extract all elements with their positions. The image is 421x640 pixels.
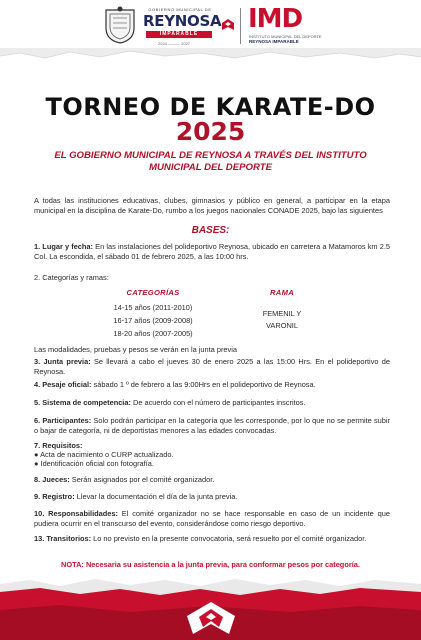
base-4-weigh-in — [34, 380, 390, 390]
intro-paragraph: A todas las instituciones educativas, clubes, gimnasios y público en general, a participar en la etapa municipal en la disciplina de Karate-Do, rumbo a los juegos nacionales CONADE 2025, bajo las siguientes — [34, 196, 390, 215]
eagle-emblem-icon — [183, 596, 239, 638]
reynosa-wordmark: REYNOSA — [143, 12, 222, 30]
base-10-text: El comité organizador no se hace responsable en caso de un incidente que pudiera ocurrir en el transcurso del evento, considerándose como riesgo deportivo. — [34, 509, 390, 528]
header — [0, 0, 421, 52]
branch-heading: RAMA — [270, 288, 294, 297]
coat-of-arms-icon — [103, 6, 137, 44]
base-13-transitory — [34, 534, 390, 544]
note-text: NOTA: Necesaria su asistencia a la junta previa, para conformar pesos por categoría. — [61, 560, 360, 569]
base-13-label: 13. Transitorios: — [34, 534, 92, 543]
base-9-text: Llevar la documentación el día de la junta previa. — [74, 492, 238, 501]
base-2-categories: 2. Categorías y ramas: — [34, 273, 109, 282]
base-4-label: 4. Pesaje oficial: — [34, 380, 92, 389]
base-5-system — [34, 398, 390, 408]
base-10-label: 10. Responsabilidades: — [34, 509, 118, 518]
base-8-judges — [34, 475, 390, 485]
municipal-government-label: GOBIERNO MUNICIPAL DE — [148, 7, 212, 12]
base-6-text: Solo podrán participar en la categoría que les corresponde, por lo que no se permite subir o bajar de categoría, ni de deportistas menores a las edades convocadas. — [34, 416, 391, 435]
eagle-emblem-icon — [221, 18, 235, 32]
base-1-label: 1. Lugar y fecha: — [34, 242, 94, 251]
imd-wordmark: IMD — [248, 4, 303, 34]
base-9-registration — [34, 492, 390, 502]
base-10-responsibilities — [34, 509, 390, 528]
event-title: TORNEO DE KARATE-DO — [45, 93, 376, 121]
list-item: ● Acta de nacimiento o CURP actualizado. — [34, 450, 174, 459]
base-4-text: sábado 1 º de febrero a las 9:00Hrs en el polideportivo de Reynosa. — [91, 380, 316, 389]
event-year: 2025 — [175, 117, 246, 146]
base-3-meeting — [34, 357, 390, 376]
base-8-text: Serán asignados por el comité organizador. — [69, 475, 215, 484]
category-item: 14-15 años (2011-2010) — [113, 303, 193, 312]
branch-item: VARONIL — [266, 321, 298, 330]
torn-paper-edge — [0, 48, 421, 66]
base-5-label: 5. Sistema de competencia: — [34, 398, 131, 407]
base-1-text: En las instalaciones del polideportivo Reynosa, ubicado en carretera a Matamoros km 2.5 Col. La escondida, el sábado 01 de febrero 2025, a las 10:00 hrs. — [34, 242, 390, 261]
term-years: 2024 ——— 2027 — [158, 41, 191, 46]
list-item: ● Identificación oficial con fotografía. — [34, 459, 154, 468]
requirements-list — [34, 450, 390, 468]
base-13-text: Lo no previsto en la presente convocatoria, será resuelto por el comité organizador. — [91, 534, 367, 543]
imd-tagline: REYNOSA IMPARABLE — [249, 39, 299, 44]
categories-heading: CATEGORÍAS — [126, 288, 180, 297]
header-logos — [103, 6, 328, 46]
base-5-text: De acuerdo con el número de participantes inscritos. — [130, 398, 306, 407]
category-item: 16-17 años (2009-2008) — [113, 316, 193, 325]
base-6-participants — [34, 416, 390, 435]
organizer-subtitle: EL GOBIERNO MUNICIPAL DE REYNOSA A TRAVÉS DEL INSTITUTO MUNICIPAL DEL DEPORTE — [54, 150, 367, 173]
base-3-text: Se llevará a cabo el jueves 30 de enero 2025 a las 15:00 Hrs. En el polideportivo de Reynosa. — [34, 357, 390, 376]
base-1-location — [34, 242, 390, 261]
imd-full-name: INSTITUTO MUNICIPAL DEL DEPORTE — [249, 34, 322, 39]
modalities-note: Las modalidades, pruebas y pesos se verán en la junta previa — [34, 345, 237, 354]
footer-banner — [0, 570, 421, 640]
base-8-label: 8. Jueces: — [34, 475, 70, 484]
base-9-label: 9. Registro: — [34, 492, 75, 501]
base-3-label: 3. Junta previa: — [34, 357, 91, 366]
header-divider — [240, 8, 241, 44]
bases-heading: BASES: — [191, 225, 230, 236]
branch-item: FEMENIL Y — [262, 309, 302, 318]
imparable-tag: IMPARABLE — [146, 31, 212, 38]
base-6-label: 6. Participantes: — [34, 416, 92, 425]
category-item: 18-20 años (2007-2005) — [113, 329, 193, 338]
base-7-label: 7. Requisitos: — [34, 441, 83, 450]
